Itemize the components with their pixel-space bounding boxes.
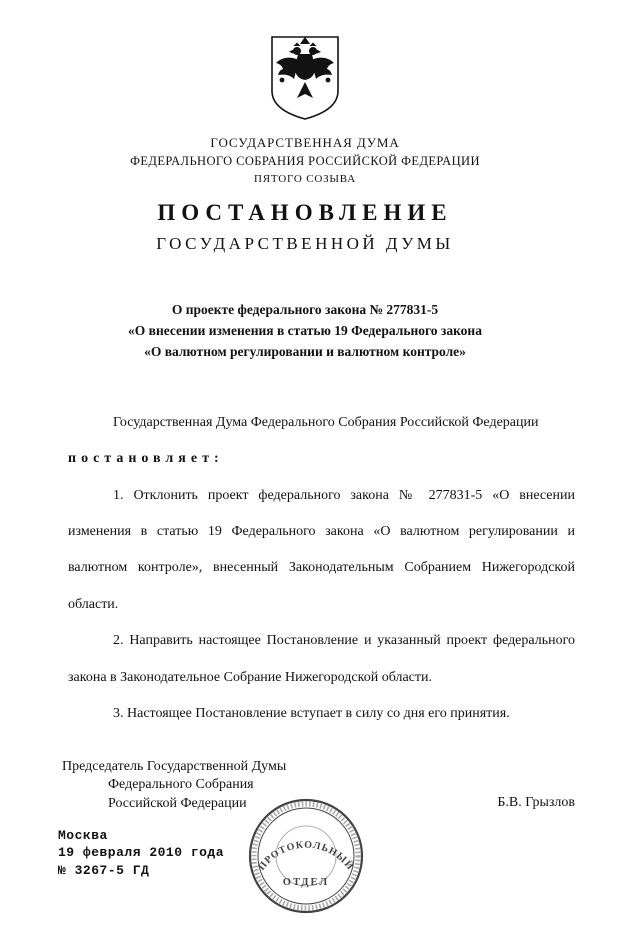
emblem-wrap [0, 34, 610, 122]
signer-title-line2: Федерального Собрания [108, 777, 254, 793]
document-page [0, 34, 640, 888]
resolution-item-2: 2. Направить настоящее Постановление и указанный проект федерального закона в Законодательное Собрание Нижегородской области. [68, 633, 575, 685]
subject-line1: О проекте федерального закона № 277831-5 [171, 302, 439, 317]
org-name-line2: ФЕДЕРАЛЬНОГО СОБРАНИЯ РОССИЙСКОЙ ФЕДЕРАЦИИ [130, 154, 480, 168]
issue-number: № 3267-5 ГД [58, 862, 150, 878]
signer-title-line3: Российской Федерации [108, 795, 247, 811]
letterhead [0, 135, 610, 185]
stamp-arc-text: ПРОТОКОЛЬНЫЙ [256, 839, 356, 873]
signer-title [62, 758, 286, 813]
intro-paragraph: Государственная Дума Федерального Собрания Российской Федерации [113, 414, 539, 430]
signer-name: Б.В. Грызлов [497, 794, 575, 810]
signer-title-line1: Председатель Государственной Думы [62, 759, 287, 775]
document-body [68, 405, 575, 733]
subject-line3: «О валютном регулировании и валютном контроле» [144, 343, 466, 359]
resolution-item-3: 3. Настоящее Постановление вступает в силу со дня его принятия. [113, 705, 510, 721]
issue-date: 19 февраля 2010 года [58, 845, 225, 861]
document-issuer: ГОСУДАРСТВЕННОЙ ДУМЫ [156, 234, 454, 253]
issue-details [58, 827, 640, 880]
resolution-item-1: 1. Отклонить проект федерального закона № 277831-5 «О внесении изменения в статью 19 Федерального закона «О валютном регулировании и валютном контроле», внесенный Законодательным Собранием Нижегородской области. [68, 487, 575, 612]
org-name-line1: ГОСУДАРСТВЕННАЯ ДУМА [210, 135, 400, 150]
coat-of-arms-icon [268, 34, 342, 122]
signature-block [62, 758, 575, 813]
convocation-line: ПЯТОГО СОЗЫВА [254, 173, 356, 185]
document-subject [0, 300, 610, 363]
stamp-center-text: ОТДЕЛ [282, 877, 330, 888]
subject-line2: «О внесении изменения в статью 19 Федерального закона [128, 322, 482, 338]
document-type: ПОСТАНОВЛЕНИЕ [157, 200, 453, 225]
issue-city: Москва [58, 827, 108, 843]
resolves-line: постановляет: [68, 451, 224, 467]
